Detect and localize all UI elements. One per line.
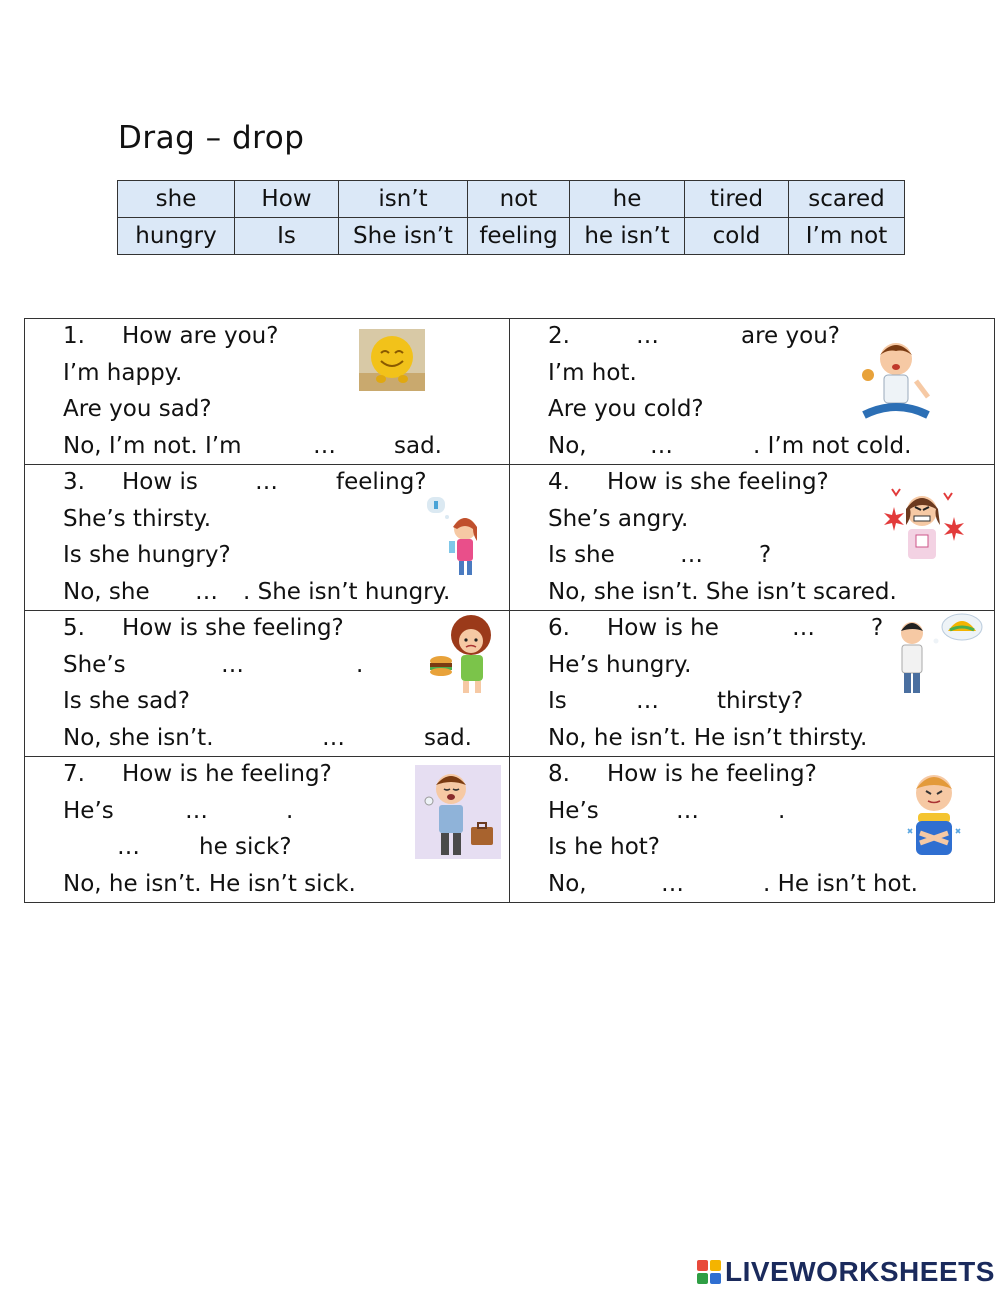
word-chip[interactable]: She isn’t — [339, 218, 468, 255]
question-line-end: ? — [759, 542, 772, 568]
hungry-boy-picture — [892, 611, 984, 701]
word-chip[interactable]: Is — [235, 218, 339, 255]
angry-girl-picture — [878, 483, 966, 565]
word-chip[interactable]: not — [468, 181, 570, 218]
exercise-4 — [510, 465, 995, 611]
tired-man-picture — [415, 765, 501, 859]
word-chip[interactable]: she — [118, 181, 235, 218]
word-chip[interactable]: scared — [789, 181, 905, 218]
question-line: Is — [548, 688, 567, 714]
drop-blank[interactable]: … — [650, 433, 673, 459]
question-line-end: feeling? — [336, 469, 427, 495]
word-bank — [117, 180, 905, 255]
word-chip[interactable]: feeling — [468, 218, 570, 255]
logo-square-green — [697, 1273, 708, 1284]
answer-line-end: . He isn’t hot. — [763, 871, 918, 897]
question-line: How is she feeling? — [122, 615, 344, 641]
answer-line: I’m happy. — [63, 360, 183, 386]
drop-blank[interactable]: … — [221, 652, 244, 678]
answer-line: No, I’m not. I’m — [63, 433, 242, 459]
logo-icon — [697, 1260, 721, 1284]
answer-line: No, he isn’t. He isn’t thirsty. — [548, 725, 868, 751]
question-line: Is she — [548, 542, 615, 568]
drop-blank[interactable]: … — [661, 871, 684, 897]
drop-blank[interactable]: … — [792, 615, 815, 641]
question-line: How is he feeling? — [607, 761, 817, 787]
exercise-number: 5. — [63, 615, 85, 641]
question-line-end: are you? — [741, 323, 840, 349]
question-line: Is she sad? — [63, 688, 190, 714]
question-line: Is he hot? — [548, 834, 660, 860]
drop-blank[interactable]: … — [676, 798, 699, 824]
answer-line: He’s — [548, 798, 599, 824]
word-chip[interactable]: hungry — [118, 218, 235, 255]
word-bank-row — [118, 218, 905, 255]
exercise-7 — [25, 757, 510, 903]
answer-line: No, he isn’t. He isn’t sick. — [63, 871, 356, 897]
thirsty-girl-picture — [425, 495, 485, 581]
word-chip[interactable]: I’m not — [789, 218, 905, 255]
answer-line-end: . She isn’t hungry. — [243, 579, 451, 605]
drop-blank[interactable]: … — [195, 579, 218, 605]
drop-blank[interactable]: … — [680, 542, 703, 568]
question-line: How is he — [607, 615, 719, 641]
exercise-6 — [510, 611, 995, 757]
drop-blank[interactable]: … — [322, 725, 345, 751]
page-title: Drag – drop — [118, 120, 305, 156]
word-chip[interactable]: How — [235, 181, 339, 218]
answer-line: No, she isn’t. She isn’t scared. — [548, 579, 897, 605]
word-chip[interactable]: he — [570, 181, 685, 218]
exercise-1 — [25, 319, 510, 465]
answer-line: She’s — [63, 652, 126, 678]
question-line-end: he sick? — [199, 834, 292, 860]
drop-blank[interactable]: … — [255, 469, 278, 495]
answer-line-end: . — [778, 798, 786, 824]
answer-line-end: . I’m not cold. — [753, 433, 912, 459]
logo-square-yellow — [710, 1260, 721, 1271]
answer-line-end: sad. — [394, 433, 442, 459]
word-chip[interactable]: tired — [685, 181, 789, 218]
answer-line: She’s thirsty. — [63, 506, 212, 532]
word-chip[interactable]: he isn’t — [570, 218, 685, 255]
question-line: Are you cold? — [548, 396, 704, 422]
question-line-end: thirsty? — [717, 688, 804, 714]
question-line: How is she feeling? — [607, 469, 829, 495]
logo-square-red — [697, 1260, 708, 1271]
liveworksheets-logo — [697, 1256, 995, 1288]
drop-blank[interactable]: … — [185, 798, 208, 824]
exercise-number: 4. — [548, 469, 570, 495]
exercise-number: 6. — [548, 615, 570, 641]
word-chip[interactable]: isn’t — [339, 181, 468, 218]
answer-line: No, — [548, 871, 587, 897]
exercise-8 — [510, 757, 995, 903]
word-bank-row — [118, 181, 905, 218]
question-line: Is she hungry? — [63, 542, 231, 568]
answer-line: He’s — [63, 798, 114, 824]
answer-line-end: . — [286, 798, 294, 824]
answer-line-end: . — [356, 652, 364, 678]
drop-blank[interactable]: … — [117, 834, 140, 860]
question-line: Are you sad? — [63, 396, 212, 422]
exercise-grid — [24, 318, 995, 903]
exercise-2 — [510, 319, 995, 465]
drop-blank[interactable]: … — [636, 688, 659, 714]
answer-line: No, she — [63, 579, 150, 605]
exercise-number: 3. — [63, 469, 85, 495]
logo-square-blue — [710, 1273, 721, 1284]
exercise-5 — [25, 611, 510, 757]
hot-boy-picture — [854, 335, 938, 429]
hungry-girl-picture — [423, 613, 505, 697]
question-line: How is he feeling? — [122, 761, 332, 787]
answer-line: No, — [548, 433, 587, 459]
exercise-number: 1. — [63, 323, 85, 349]
cold-boy-picture — [904, 767, 964, 861]
answer-line: He’s hungry. — [548, 652, 692, 678]
word-chip[interactable]: cold — [685, 218, 789, 255]
exercise-3 — [25, 465, 510, 611]
drop-blank[interactable]: … — [313, 433, 336, 459]
answer-line: No, she isn’t. — [63, 725, 214, 751]
drop-blank[interactable]: … — [636, 323, 659, 349]
question-line: How are you? — [122, 323, 279, 349]
question-line: How is — [122, 469, 198, 495]
answer-line-end: sad. — [424, 725, 472, 751]
logo-text: LIVEWORKSHEETS — [725, 1256, 995, 1287]
smiley-ball-picture — [359, 329, 425, 391]
answer-line: She’s angry. — [548, 506, 689, 532]
question-line-end: ? — [871, 615, 884, 641]
exercise-number: 7. — [63, 761, 85, 787]
exercise-number: 2. — [548, 323, 570, 349]
answer-line: I’m hot. — [548, 360, 637, 386]
exercise-number: 8. — [548, 761, 570, 787]
